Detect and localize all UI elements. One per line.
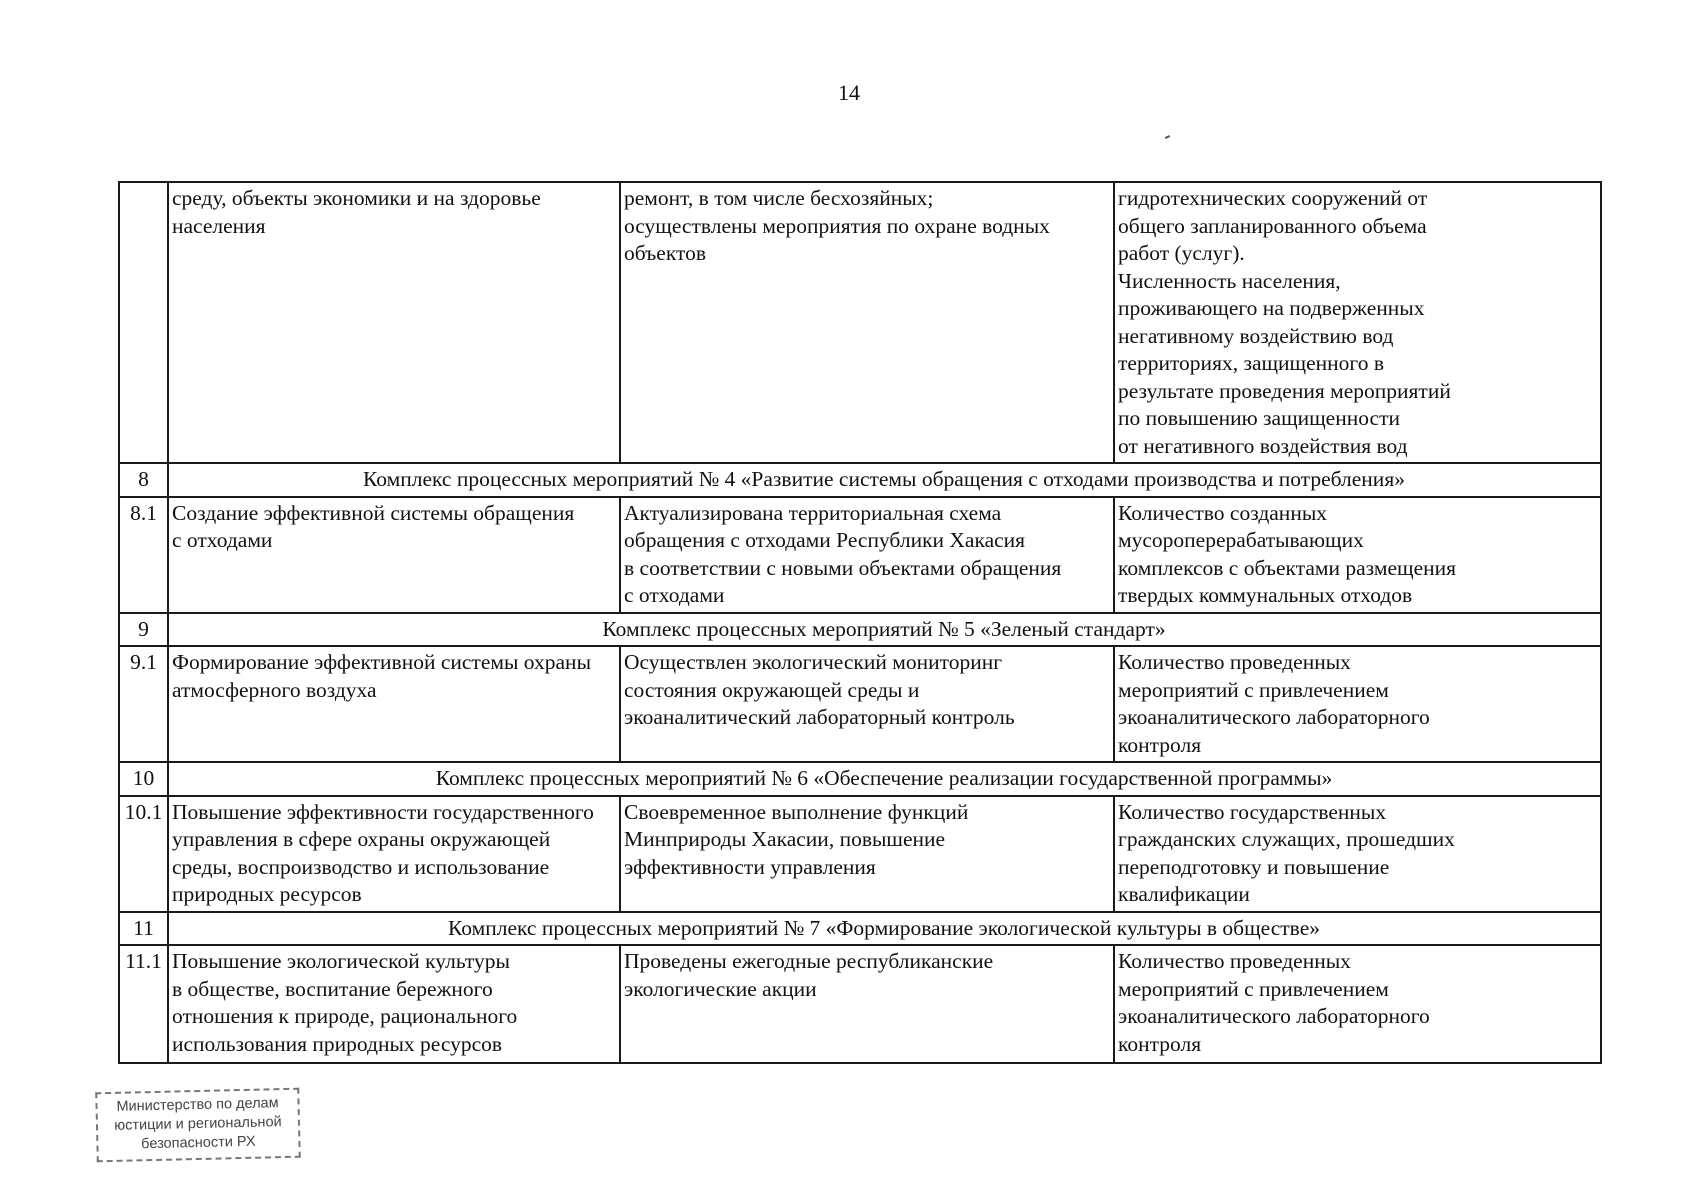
scan-speck xyxy=(1165,135,1170,139)
section-row xyxy=(119,762,1601,796)
section-row xyxy=(119,613,1601,647)
indicator-cell: Количество проведенных мероприятий с привлечением экоаналитического лабораторного контроля xyxy=(1114,646,1601,762)
result-cell: Осуществлен экологический мониторинг состояния окружающей среды и экоаналитический лабораторный контроль xyxy=(620,646,1114,762)
section-number: 8 xyxy=(119,463,168,497)
section-number: 10 xyxy=(119,762,168,796)
section-row xyxy=(119,463,1601,497)
indicator-cell: Количество государственных гражданских служащих, прошедших переподготовку и повышение квалификации xyxy=(1114,796,1601,912)
task-cell: Формирование эффективной системы охраны атмосферного воздуха xyxy=(168,646,620,762)
row-number: 8.1 xyxy=(119,497,168,613)
row-number: 11.1 xyxy=(119,945,168,1063)
section-number: 11 xyxy=(119,912,168,946)
section-title: Комплекс процессных мероприятий № 7 «Формирование экологической культуры в обществе» xyxy=(168,912,1601,946)
task-cell: Повышение экологической культуры в обществе, воспитание бережного отношения к природе, рационального использования природных ресурсов xyxy=(168,945,620,1063)
section-title: Комплекс процессных мероприятий № 4 «Развитие системы обращения с отходами производства и потребления» xyxy=(168,463,1601,497)
task-cell: среду, объекты экономики и на здоровье населения xyxy=(168,182,620,463)
table-row xyxy=(119,945,1601,1063)
row-number: 10.1 xyxy=(119,796,168,912)
result-cell: Проведены ежегодные республиканские экологические акции xyxy=(620,945,1114,1063)
ministry-stamp xyxy=(95,1088,301,1163)
result-cell: Актуализирована территориальная схема обращения с отходами Республики Хакасия в соответствии с новыми объектами обращения с отходами xyxy=(620,497,1114,613)
section-title: Комплекс процессных мероприятий № 5 «Зеленый стандарт» xyxy=(168,613,1601,647)
section-title: Комплекс процессных мероприятий № 6 «Обеспечение реализации государственной программы» xyxy=(168,762,1601,796)
page-number: 14 xyxy=(838,80,860,105)
indicator-cell: Количество проведенных мероприятий с привлечением экоаналитического лабораторного контроля xyxy=(1114,945,1601,1063)
result-cell: ремонт, в том числе бесхозяйных; осуществлены мероприятия по охране водных объектов xyxy=(620,182,1114,463)
row-number: 9.1 xyxy=(119,646,168,762)
section-number: 9 xyxy=(119,613,168,647)
table-row xyxy=(119,796,1601,912)
stamp-line: безопасности РХ xyxy=(141,1133,256,1153)
stamp-line: Министерство по делам xyxy=(116,1095,279,1115)
result-cell: Своевременное выполнение функций Минприроды Хакасии, повышение эффективности управления xyxy=(620,796,1114,912)
table-row xyxy=(119,646,1601,762)
task-cell: Создание эффективной системы обращения с отходами xyxy=(168,497,620,613)
indicator-cell: гидротехнических сооружений от общего запланированного объема работ (услуг). Численность населения, проживающего на подверженных негативному воздействию вод территориях, защищенного в результате проведения мероприятий по повышению защищенности от негативного воздействия вод xyxy=(1114,182,1601,463)
indicator-cell: Количество созданных мусороперерабатывающих комплексов с объектами размещения твердых коммунальных отходов xyxy=(1114,497,1601,613)
table-row xyxy=(119,182,1601,463)
section-row xyxy=(119,912,1601,946)
row-number xyxy=(119,182,168,463)
task-cell: Повышение эффективности государственного управления в сфере охраны окружающей среды, воспроизводство и использование природных ресурсов xyxy=(168,796,620,912)
measures-table xyxy=(118,181,1602,1064)
table-row xyxy=(119,497,1601,613)
stamp-line: юстиции и региональной xyxy=(114,1114,282,1134)
